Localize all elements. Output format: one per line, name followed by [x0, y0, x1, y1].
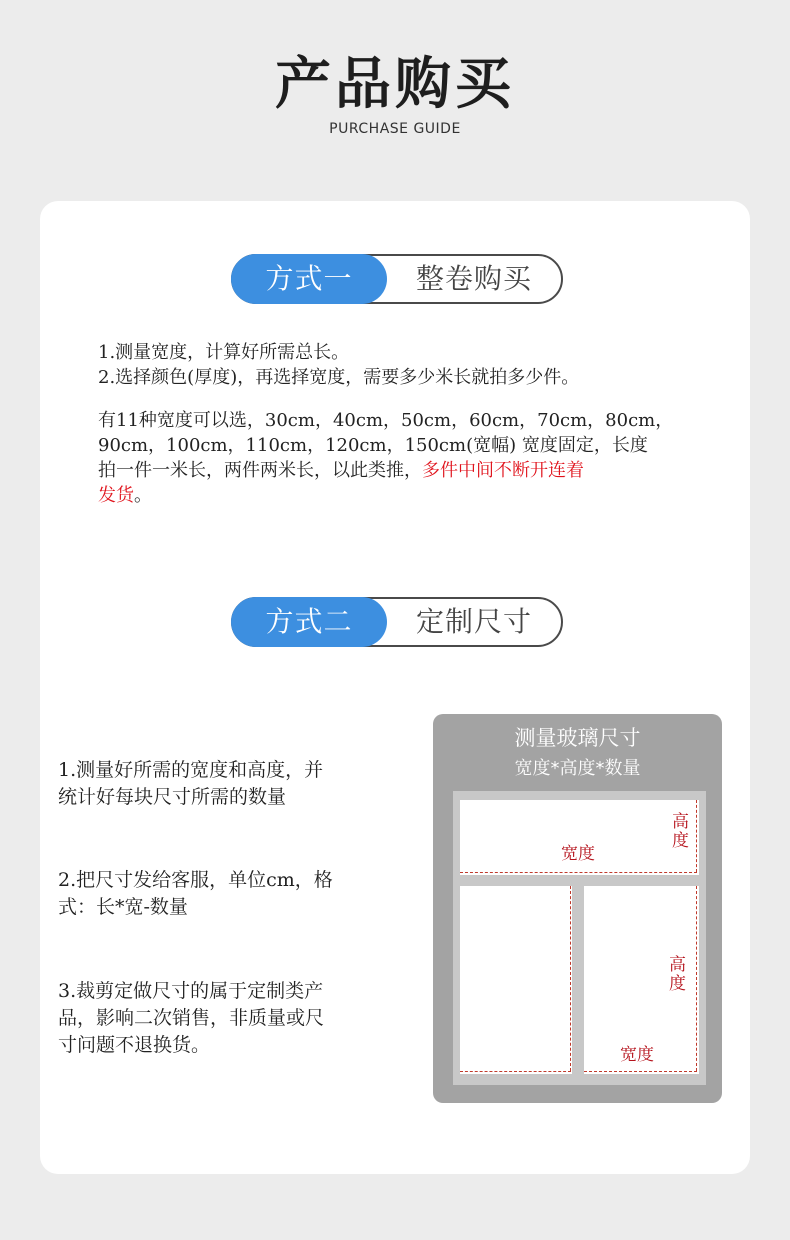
glass-measure-diagram	[433, 714, 722, 1103]
width-info-line: 有11种宽度可以选，30cm，40cm，50cm，60cm，70cm，80cm，	[98, 410, 674, 431]
guide-card	[40, 201, 750, 1174]
page-title: 产品购买	[275, 52, 515, 117]
method-1-steps	[98, 340, 708, 390]
width-dimension-line	[460, 872, 697, 873]
step-line: 1.测量好所需的宽度和高度，并	[58, 759, 324, 781]
page-subtitle: PURCHASE GUIDE	[329, 121, 461, 137]
diagram-title: 测量玻璃尺寸	[514, 726, 641, 750]
method-1-width-info	[98, 408, 688, 508]
method-1-name: 整卷购买	[415, 262, 532, 295]
method-2-step-3	[58, 978, 398, 1059]
width-info-period: 。	[134, 485, 152, 506]
height-label: 高 度	[672, 812, 689, 851]
glass-pane-top	[460, 800, 699, 875]
method-2-step-2	[58, 867, 398, 921]
method-2-step-1	[58, 757, 398, 811]
height-dimension-line	[570, 886, 571, 1071]
width-label: 宽度	[561, 844, 595, 864]
diagram-formula: 宽度*高度*数量	[514, 758, 641, 779]
width-dimension-line	[584, 1071, 697, 1072]
method-1-tag: 方式一	[231, 254, 387, 304]
method-2-header	[231, 597, 563, 647]
glass-pane-bottom-right	[584, 886, 699, 1074]
method-1-step: 1.测量宽度，计算好所需总长。	[98, 342, 350, 363]
height-label: 高 度	[669, 955, 686, 994]
method-2-tag: 方式二	[231, 597, 387, 647]
width-label: 宽度	[620, 1045, 654, 1065]
width-info-line: 90cm，100cm，110cm，120cm，150cm(宽幅) 宽度固定，长度	[98, 435, 648, 456]
step-line: 式：长*宽-数量	[58, 896, 188, 918]
shipping-highlight-end: 发货	[98, 485, 134, 506]
step-line: 品，影响二次销售，非质量或尺	[58, 1007, 325, 1029]
step-line: 寸问题不退换货。	[58, 1034, 211, 1056]
height-dimension-line	[696, 800, 697, 872]
step-line: 3.裁剪定做尺寸的属于定制类产	[58, 980, 324, 1002]
method-2-name: 定制尺寸	[415, 605, 532, 638]
width-info-line	[98, 458, 688, 483]
step-line: 统计好每块尺寸所需的数量	[58, 786, 287, 808]
width-info-text: 拍一件一米长，两件两米长，以此类推，	[98, 460, 422, 481]
width-info-line	[98, 483, 688, 508]
shipping-highlight: 多件中间不断开连着	[422, 460, 584, 481]
width-dimension-line	[460, 1071, 571, 1072]
glass-pane-bottom-left	[460, 886, 572, 1074]
glass-frame	[453, 791, 706, 1085]
step-line: 2.把尺寸发给客服，单位cm，格	[58, 869, 333, 891]
method-1-header	[231, 254, 563, 304]
height-dimension-line	[696, 886, 697, 1071]
method-1-step: 2.选择颜色(厚度)，再选择宽度，需要多少米长就拍多少件。	[98, 367, 580, 388]
